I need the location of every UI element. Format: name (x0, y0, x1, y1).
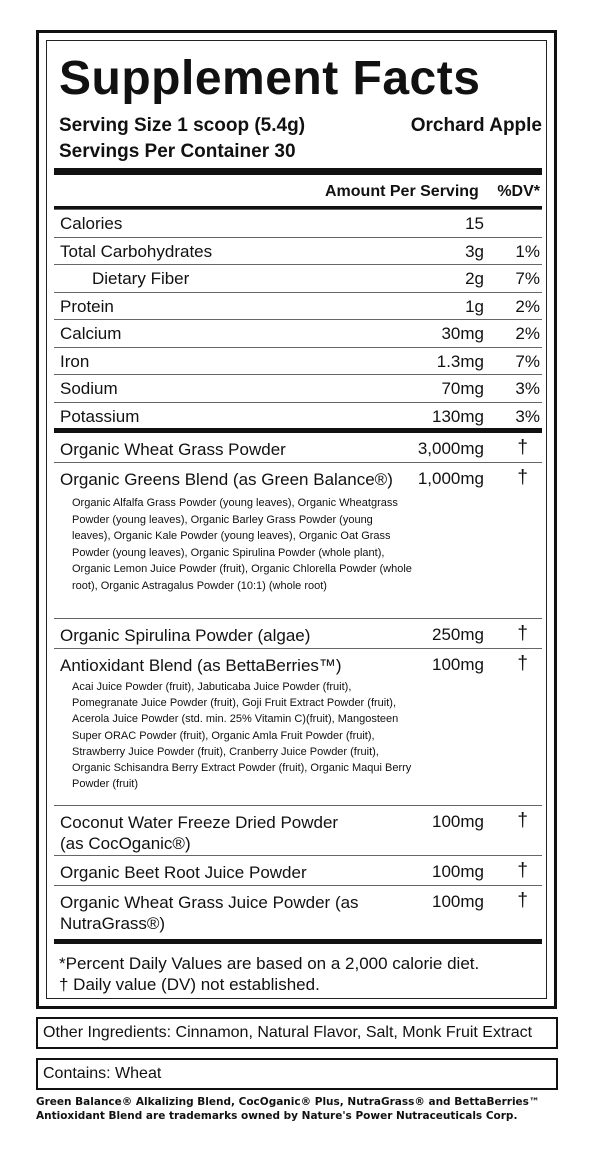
dagger-mark: † (517, 890, 528, 911)
ingredient-name: Organic Greens Blend (as Green Balance®) (60, 470, 393, 489)
other-ingredients-box: Other Ingredients: Cinnamon, Natural Flavor, Salt, Monk Fruit Extract (36, 1017, 558, 1049)
nutrient-dv: 1% (515, 241, 540, 261)
flavor-label: Orchard Apple (410, 115, 542, 136)
dagger-mark: † (517, 437, 528, 458)
nutrient-name: Calcium (60, 324, 122, 343)
nutrient-dv: 3% (515, 379, 540, 398)
panel-inner-border (46, 40, 547, 999)
dagger-mark: † (517, 467, 528, 488)
dagger-mark: † (517, 810, 528, 831)
nutrient-name: Potassium (60, 406, 140, 426)
ingredient-row (54, 805, 542, 855)
nutrient-name: Calories (60, 214, 123, 233)
ingredient-amount: 250mg (432, 625, 484, 644)
nutrient-name: Iron (60, 351, 90, 371)
servings-per-container: Servings Per Container 30 (59, 141, 296, 162)
thick-divider (54, 939, 542, 944)
nutrient-name: Sodium (60, 379, 118, 398)
nutrient-row (54, 374, 542, 402)
nutrient-amount: 1.3mg (436, 351, 484, 371)
nutrient-dv: 2% (515, 296, 540, 316)
nutrient-amount: 30mg (441, 324, 484, 343)
ingredient-row (54, 618, 542, 648)
panel-title: Supplement Facts (59, 52, 481, 105)
contains-box: Contains: Wheat (36, 1058, 558, 1090)
ingredient-name: Organic Wheat Grass Powder (60, 440, 286, 459)
ingredient-amount: 100mg (432, 812, 484, 831)
nutrient-dv: 7% (515, 351, 540, 371)
nutrient-amount: 1g (465, 296, 484, 316)
thick-divider (54, 168, 542, 175)
ingredient-name: Antioxidant Blend (as BettaBerries™) (60, 656, 342, 675)
nutrient-dv: 2% (515, 324, 540, 343)
nutrient-row (54, 264, 542, 292)
nutrient-row (54, 319, 542, 347)
serving-size: Serving Size 1 scoop (5.4g) (59, 115, 306, 136)
nutrient-name: Protein (60, 296, 114, 316)
ingredient-row (54, 648, 542, 805)
nutrient-row (54, 402, 542, 430)
footnote-dv: *Percent Daily Values are based on a 2,000 calorie diet. (59, 954, 480, 973)
ingredient-amount: 100mg (432, 862, 484, 881)
footnotes (59, 953, 479, 995)
ingredient-amount: 1,000mg (417, 469, 484, 488)
nutrient-row (54, 209, 542, 237)
ingredient-row (54, 433, 542, 462)
nutrient-amount: 2g (465, 269, 484, 288)
nutrient-dv: 3% (515, 406, 540, 426)
nutrient-row (54, 237, 542, 265)
ingredient-name: Organic Beet Root Juice Powder (60, 863, 307, 882)
dagger-mark: † (517, 860, 528, 881)
ingredient-amount: 100mg (432, 892, 484, 911)
ingredient-name: Coconut Water Freeze Dried Powder (as CocOganic®) (60, 813, 339, 853)
nutrient-name: Total Carbohydrates (60, 241, 213, 261)
nutrient-amount: 15 (465, 214, 484, 233)
dv-header: %DV* (497, 183, 540, 200)
ingredient-sublist: Acai Juice Powder (fruit), Jabuticaba Juice Powder (fruit), Pomegranate Juice Powder (fruit), Goji Fruit Extract Powder (fruit), Acerola Juice Powder (std. min. 25% Vitamin C)(fruit), Mangosteen Super ORAC Powder (fruit), Organic Amla Fruit Powder (fruit), Strawberry Juice Powder (fruit), Cranberry Juice Powder (fruit), Organic Schisandra Berry Extract Powder (fruit), Organic Maqui Berry Powder (fruit) (72, 681, 412, 791)
footnote-dagger: † Daily value (DV) not established. (59, 975, 320, 994)
nutrient-row (54, 292, 542, 320)
nutrient-amount: 3g (465, 241, 484, 261)
amount-per-serving-header: Amount Per Serving (325, 183, 479, 200)
nutrient-dv: 7% (515, 269, 540, 288)
nutrient-row (54, 347, 542, 375)
dagger-mark: † (517, 653, 528, 674)
nutrient-amount: 130mg (432, 406, 484, 426)
dagger-mark: † (517, 623, 528, 644)
ingredient-row (54, 462, 542, 618)
ingredient-amount: 100mg (432, 655, 484, 674)
ingredient-sublist: Organic Alfalfa Grass Powder (young leaves), Organic Wheatgrass Powder (young leaves), Organic Barley Grass Powder (young leaves), Organic Kale Powder (young leaves), Organic Oat Grass Powder (young leaves), Organic Spirulina Powder (whole plant), Organic Lemon Juice Powder (fruit), Organic Chlorella Powder (whole root), Organic Astragalus Powder (10:1) (whole root) (72, 497, 412, 592)
nutrient-name: Dietary Fiber (92, 269, 190, 288)
ingredient-amount: 3,000mg (417, 439, 484, 458)
ingredient-row (54, 855, 542, 885)
ingredient-name: Organic Wheat Grass Juice Powder (as NutraGrass®) (60, 893, 359, 933)
ingredient-row (54, 885, 542, 939)
supplement-facts-panel (36, 30, 557, 1009)
nutrient-amount: 70mg (441, 379, 484, 398)
trademark-notice: Green Balance® Alkalizing Blend, CocOganic® Plus, NutraGrass® and BettaBerries™ Antioxidant Blend are trademarks owned by Nature's Power Nutraceuticals Corp. (36, 1096, 540, 1122)
ingredient-name: Organic Spirulina Powder (algae) (60, 626, 311, 645)
